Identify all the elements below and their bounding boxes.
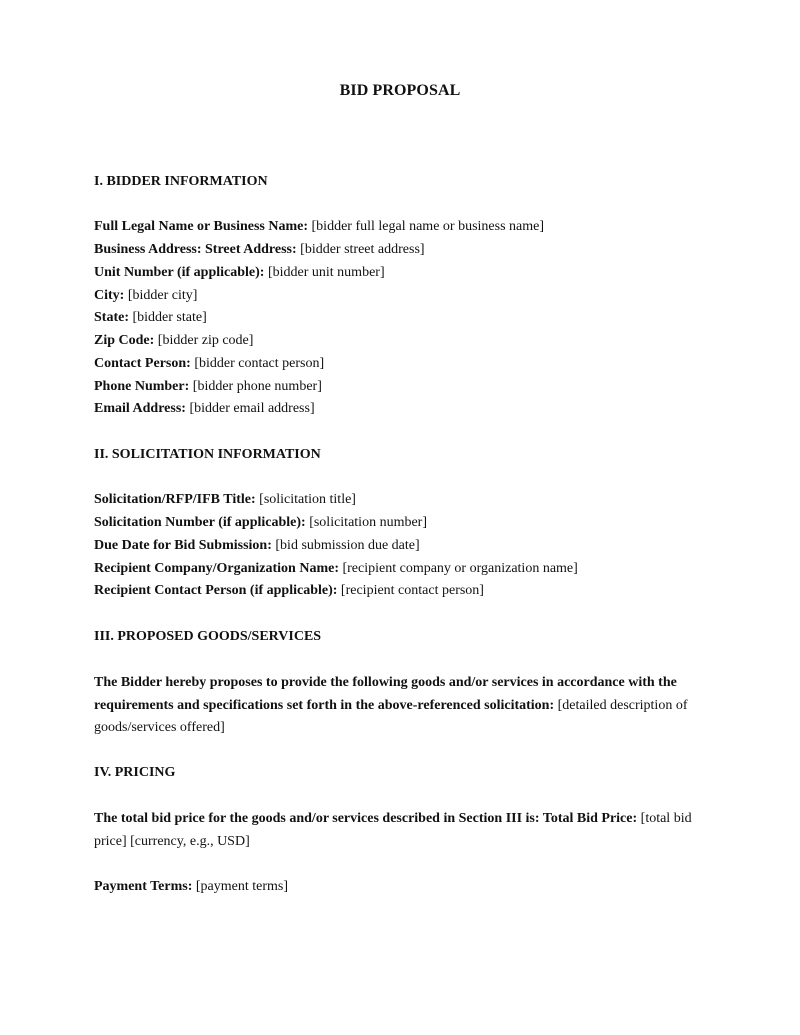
- field-label: Phone Number:: [94, 379, 190, 394]
- field-solicitation-title: [94, 492, 356, 508]
- field-value: [bid submission due date]: [275, 538, 420, 553]
- field-bidder-city: [94, 288, 197, 304]
- field-payment-terms: [94, 879, 288, 895]
- field-value: [bidder street address]: [300, 242, 425, 257]
- section-heading-bidder-information: I. BIDDER INFORMATION: [94, 174, 268, 189]
- field-label: Recipient Contact Person (if applicable):: [94, 583, 338, 598]
- field-label: Due Date for Bid Submission:: [94, 538, 272, 553]
- field-label: Business Address: Street Address:: [94, 242, 297, 257]
- field-value: [bidder state]: [132, 310, 207, 325]
- field-bidder-zip-code: [94, 333, 253, 349]
- field-value: [bidder zip code]: [157, 333, 254, 348]
- field-bid-due-date: [94, 538, 420, 554]
- field-label: Unit Number (if applicable):: [94, 265, 265, 280]
- field-label: Recipient Company/Organization Name:: [94, 561, 339, 576]
- field-bidder-state: [94, 310, 207, 326]
- field-bidder-street-address: [94, 242, 425, 258]
- field-value: [bidder contact person]: [194, 356, 325, 371]
- section-heading-pricing: IV. PRICING: [94, 765, 176, 780]
- field-value: [bidder full legal name or business name]: [311, 219, 544, 234]
- field-value: [solicitation title]: [259, 492, 356, 507]
- pricing-statement: [94, 808, 710, 853]
- field-label: Solicitation Number (if applicable):: [94, 515, 306, 530]
- field-value: [bidder unit number]: [267, 265, 385, 280]
- field-recipient-contact-person: [94, 583, 484, 599]
- goods-statement: [94, 672, 710, 740]
- field-label: Email Address:: [94, 401, 186, 416]
- field-solicitation-number: [94, 515, 427, 531]
- field-bidder-contact-person: [94, 356, 324, 372]
- field-value: [payment terms]: [195, 879, 289, 894]
- field-value: [bidder phone number]: [192, 379, 322, 394]
- field-label: Solicitation/RFP/IFB Title:: [94, 492, 256, 507]
- field-recipient-organization: [94, 561, 578, 577]
- goods-statement-value: [detailed description of goods/services offered]: [94, 697, 688, 736]
- field-bidder-unit-number: [94, 265, 385, 281]
- field-bidder-legal-name: [94, 219, 544, 235]
- pricing-statement-value: [total bid price] [currency, e.g., USD]: [94, 811, 692, 849]
- goods-statement-label: The Bidder hereby proposes to provide the following goods and/or services in accordance with the requirements and specifications set forth in the above-referenced solicitation:: [94, 675, 677, 713]
- field-bidder-email-address: [94, 401, 315, 417]
- field-label: Zip Code:: [94, 333, 155, 348]
- pricing-statement-label: The total bid price for the goods and/or services described in Section III is: Total Bid Price:: [94, 811, 638, 826]
- field-value: [bidder email address]: [189, 401, 315, 416]
- field-value: [recipient contact person]: [340, 583, 484, 598]
- section-heading-proposed-goods-services: III. PROPOSED GOODS/SERVICES: [94, 629, 322, 644]
- field-label: Full Legal Name or Business Name:: [94, 219, 309, 234]
- field-value: [solicitation number]: [309, 515, 427, 530]
- field-label: Contact Person:: [94, 356, 191, 371]
- document-title: BID PROPOSAL: [339, 82, 461, 99]
- field-label: Payment Terms:: [94, 879, 193, 894]
- field-value: [bidder city]: [127, 288, 198, 303]
- field-value: [recipient company or organization name]: [342, 561, 578, 576]
- field-label: City:: [94, 288, 125, 303]
- field-label: State:: [94, 310, 129, 325]
- field-bidder-phone-number: [94, 379, 322, 395]
- section-heading-solicitation-information: II. SOLICITATION INFORMATION: [94, 447, 321, 462]
